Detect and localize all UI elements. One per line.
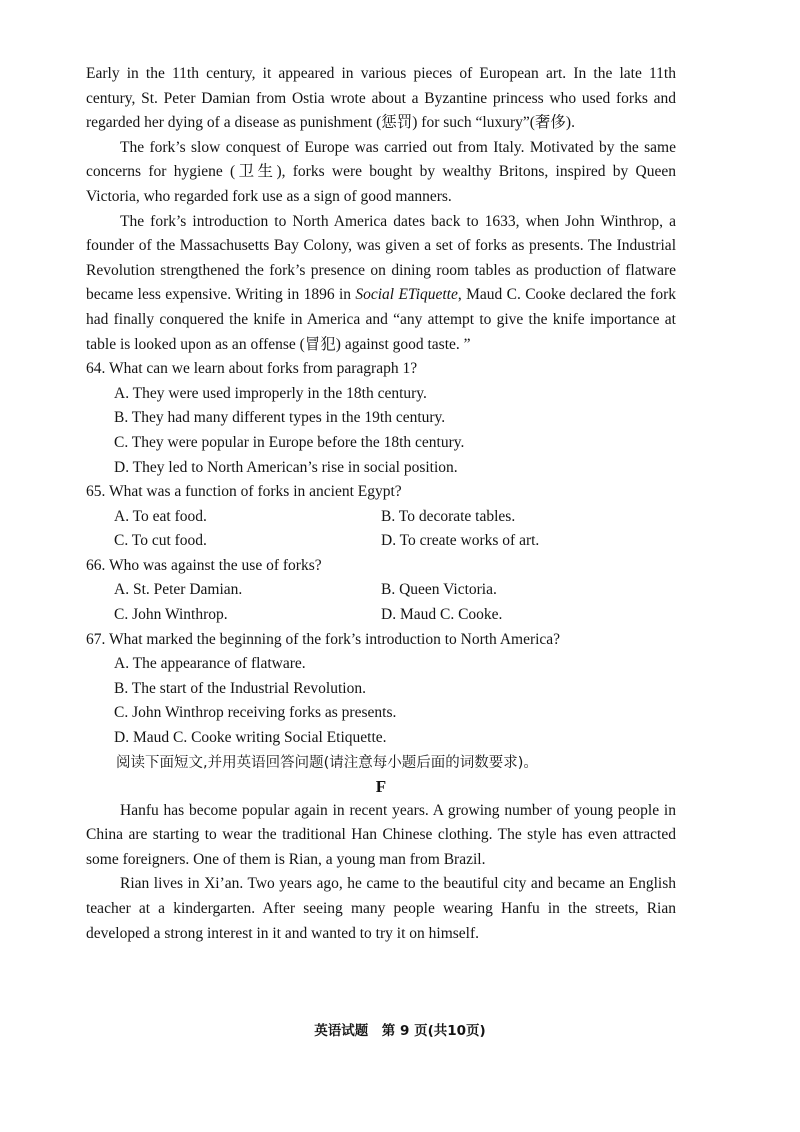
paragraph-3-lead: The fork’s introduction to North America dates back to 1633, when John Winthrop, a founder of the Massachusetts Bay Colony, was given a set of forks as presents. The Industrial Revolution strengthened the fork’s presence on dining room tables as production of flatware became less expensive. Writing in 1896 in bbox=[86, 212, 676, 304]
options-row bbox=[114, 529, 676, 554]
section-f-paragraph-2: Rian lives in Xi’an. Two years ago, he came to the beautiful city and became an English teacher at a kindergarten. After seeing many people wearing Hanfu in the streets, Rian developed a strong interest in it and wanted to try it on himself. bbox=[86, 875, 676, 942]
question-65 bbox=[86, 480, 676, 554]
option-a: A. They were used improperly in the 18th century. bbox=[114, 384, 427, 402]
options-row bbox=[114, 603, 676, 628]
option-d: D. Maud C. Cooke writing Social Etiquette. bbox=[114, 729, 387, 747]
section-f-paragraph-1: Hanfu has become popular again in recent years. A growing number of young people in China are starting to wear the traditional Han Chinese clothing. The style has even attracted some foreigners. One of them is Rian, a young man from Brazil. bbox=[86, 801, 676, 868]
question-stem: 67. What marked the beginning of the fork’s introduction to North America? bbox=[86, 630, 561, 648]
question-64 bbox=[86, 357, 676, 480]
option-a: A. The appearance of flatware. bbox=[114, 655, 306, 673]
option-d: D. Maud C. Cooke. bbox=[381, 606, 503, 624]
option-a: A. St. Peter Damian. bbox=[114, 581, 243, 599]
option-c: C. They were popular in Europe before the 18th century. bbox=[114, 433, 465, 451]
question-67 bbox=[86, 628, 676, 751]
question-stem: 65. What was a function of forks in ancient Egypt? bbox=[86, 483, 402, 501]
options-row bbox=[114, 505, 676, 530]
question-66 bbox=[86, 554, 676, 628]
option-c: C. To cut food. bbox=[114, 532, 207, 550]
option-c: C. John Winthrop. bbox=[114, 606, 228, 624]
option-c: C. John Winthrop receiving forks as presents. bbox=[114, 704, 397, 722]
page-body bbox=[86, 62, 676, 946]
option-b: B. To decorate tables. bbox=[381, 507, 516, 525]
passage-paragraph-3 bbox=[86, 210, 676, 358]
section-heading: F bbox=[375, 776, 387, 796]
option-d: D. They led to North American’s rise in social position. bbox=[114, 458, 458, 476]
section-instruction: 阅读下面短文,并用英语回答问题(请注意每小题后面的词数要求)。 bbox=[116, 754, 538, 771]
paragraph-3-tail: , Maud C. Cooke declared the fork had finally conquered the knife in America and “any attempt to give the knife importance at table is looked upon as an offense (冒犯) against good taste. ” bbox=[86, 286, 676, 353]
option-b: B. They had many different types in the 19th century. bbox=[114, 409, 446, 427]
question-stem: 66. Who was against the use of forks? bbox=[86, 556, 322, 574]
options-row bbox=[114, 578, 676, 603]
question-stem: 64. What can we learn about forks from paragraph 1? bbox=[86, 360, 418, 378]
page-footer: 英语试题 第 9 页(共10页) bbox=[314, 1023, 486, 1039]
option-b: B. The start of the Industrial Revolution. bbox=[114, 679, 366, 697]
passage-paragraph-2: The fork’s slow conquest of Europe was carried out from Italy. Motivated by the same concerns for hygiene (卫生), forks were bought by wealthy Britons, inspired by Queen Victoria, who regarded fork use as a sign of good manners. bbox=[86, 138, 676, 205]
option-d: D. To create works of art. bbox=[381, 532, 540, 550]
passage-paragraph-1: Early in the 11th century, it appeared in various pieces of European art. In the late 11th century, St. Peter Damian from Ostia wrote about a Byzantine princess who used forks and regarded her dying of a disease as punishment (惩罚) for such “luxury”(奢侈). bbox=[86, 65, 676, 132]
book-title: Social ETiquette bbox=[355, 286, 458, 304]
option-b: B. Queen Victoria. bbox=[381, 581, 497, 599]
option-a: A. To eat food. bbox=[114, 507, 207, 525]
